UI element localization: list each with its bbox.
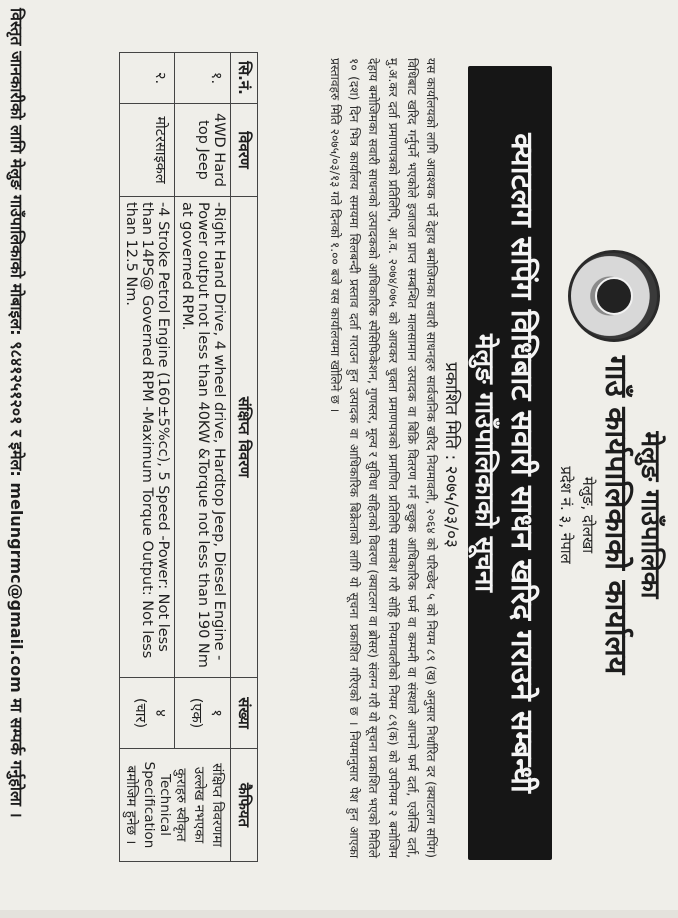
notice-headline: क्याटलग सपिंग विधिबाट सवारी साधन खरिद गराउने सम्बन्धी [504,133,539,793]
quantity-number: १ [208,709,224,717]
row-remarks: संक्षिप्त विवरणमा उल्लेख नभएका कुराहरु स्वीकृत Technical Specification बमोजिम हुनेछ । [120,749,231,862]
row-serial-number: १. [175,53,231,104]
row-item-name: मोटरसाइकल [120,104,176,197]
row-serial-number: २. [120,53,176,104]
quantity-number: ४ [152,709,169,717]
column-header-remarks: कैफियत [231,749,258,862]
notice-body-text: यस कार्यालयको लागि आवश्यक पर्ने देहाय बमोजिमका सवारी साधनहरु सार्वजनिक खरिद नियमावली, २०६४ को परिच्छेद ५ को नियम ८९ (ख) अनुसार निर्धारित दर (क्याटलग सपिंग) विधिबाट खरिद गर्नुपर्ने भएकोले इजाजत प्राप्त सम्बन्धित मालसामान उत्पादक वा बिक्रि वितरण गर्न इच्छुक आधिकारिक फर्म वा कम्पनी वा संस्थाले आफ्नो फर्म दर्ता, एजेन्सि दर्ता, मु.अ.कर दर्ता प्रमाणपत्रको प्रतिलिपि, आ.व. २०७४/०७५ को आयकर चुक्ता प्रमाणपत्रको प्रमाणित प्रतिलिपि समावेश गरी सोहि नियमावलीको नियम ८९(क) को उपनियम २ बमोजिम देहाय बमोजिमका सवारी साधनको उत्पादकको आधिकारिक स्पेसिफिकेशन, गुणस्तर, मूल्य र सुविधा सहितको विवरण (क्याटलग वा ब्रोसर) संलग्न गरी यो सूचना प्रकाशित भएको मितिले १० (दश) दिन भित्र कार्यालय समयमा सिलबन्दी प्रस्ताव दर्ता गराउन हुन उत्पादक वा आधिकारिक बिक्रेताको लागि यो सूचना प्रकाशित गरिएको छ । नियमानुसार पेश हुन आएका प्रस्तावहरु मिति २०७५/०३/१३ गते दिनको १.०० बजे यस कार्यालयमा खोलिने छ । [327,58,438,858]
table-header-row [231,53,258,862]
contact-footer: विस्तृत जानकारीको लागि मेलुङ गाउँपालिकाको मोबाइल: ९८४१२५१२०१ र इमेल: melungrmc@gmail.com मा सम्पर्क गर्नुहोला । [7,8,26,818]
office-title: गाउँ कार्यपालिकाको कार्यालय [598,355,633,675]
notice-banner [468,66,552,860]
row-description: -Right Hand Drive, 4 wheel drive, Hardtop Jeep, Diesel Engine -Power output not less than 40KW &Torque not less than 190 Nm at governed RPM. [175,197,231,678]
quantity-words: (एक) [188,697,204,729]
column-header-quantity: संख्या [231,678,258,749]
notice-subheadline: मेलुङ गाउँपालिकाको सूचना [469,334,499,592]
table-row [175,53,231,862]
table-row [120,53,176,862]
row-quantity [120,678,176,749]
municipality-name: मेलुङ गाउँपालिका [635,431,665,599]
row-item-name: 4WD Hard top Jeep [175,104,231,197]
quantity-words: (चार) [132,697,149,729]
government-emblem-logo [568,250,660,342]
column-header-description: संक्षिप्त विवरण [231,197,258,678]
province-address: प्रदेश नं. ३, नेपाल [557,466,575,564]
letterhead [540,210,678,730]
row-description: -4 Stroke Petrol Engine (160±5%cc), 5 Speed -Power: Not less than 14PS@ Governed RPM -Maximum Torque Output: Not less than 12.5 Nm. [120,197,176,678]
column-header-sn: सि.नं. [231,53,258,104]
vehicle-spec-table [119,52,258,862]
column-header-item: विवरण [231,104,258,197]
office-address: मेलुङ, दोलखा [579,476,597,554]
publish-date: प्रकाशित मिति : २०७५/०३/०३ [441,362,461,548]
row-quantity [175,678,231,749]
